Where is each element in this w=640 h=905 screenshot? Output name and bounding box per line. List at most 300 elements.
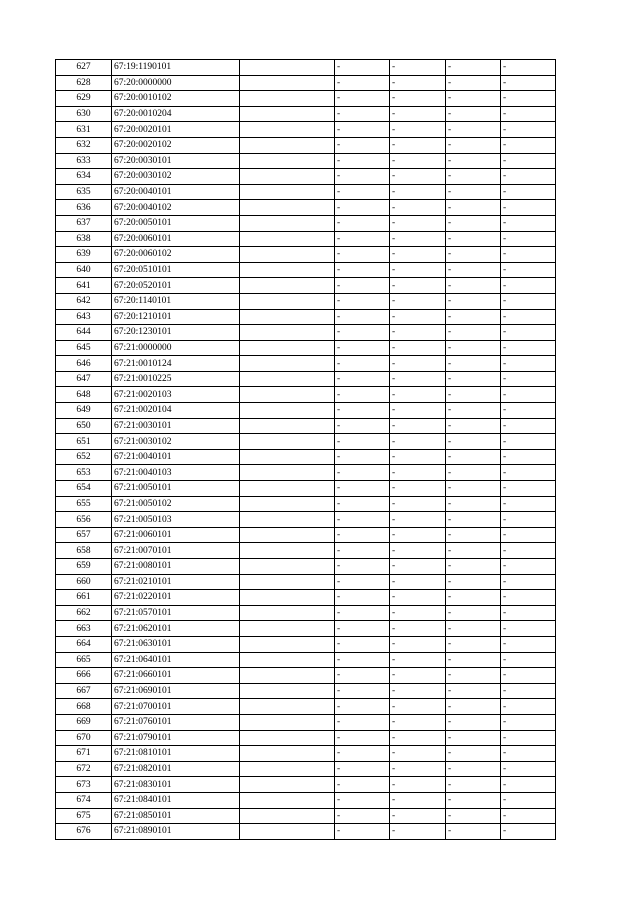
cadastral-code: 67:21:0830101 <box>112 777 240 793</box>
value-cell-2: - <box>390 356 446 372</box>
value-cell-3: - <box>446 200 501 216</box>
table-row <box>56 714 556 730</box>
value-cell-2: - <box>390 340 446 356</box>
value-cell-4: - <box>501 75 556 91</box>
value-cell-4: - <box>501 200 556 216</box>
value-cell-4: - <box>501 371 556 387</box>
value-cell-3: - <box>446 247 501 263</box>
cadastral-code: 67:21:0220101 <box>112 590 240 606</box>
table-row <box>56 465 556 481</box>
value-cell-4: - <box>501 91 556 107</box>
value-cell-4: - <box>501 714 556 730</box>
name-cell <box>240 169 335 185</box>
row-number: 658 <box>56 543 112 559</box>
value-cell-2: - <box>390 512 446 528</box>
value-cell-2: - <box>390 231 446 247</box>
value-cell-4: - <box>501 169 556 185</box>
name-cell <box>240 75 335 91</box>
value-cell-3: - <box>446 730 501 746</box>
row-number: 628 <box>56 75 112 91</box>
value-cell-4: - <box>501 247 556 263</box>
table-row <box>56 91 556 107</box>
value-cell-2: - <box>390 325 446 341</box>
name-cell <box>240 824 335 840</box>
value-cell-4: - <box>501 418 556 434</box>
name-cell <box>240 91 335 107</box>
value-cell-2: - <box>390 371 446 387</box>
cadastral-code: 67:21:0850101 <box>112 808 240 824</box>
cadastral-code: 67:21:0630101 <box>112 636 240 652</box>
table-body <box>56 60 556 840</box>
value-cell-1: - <box>335 231 390 247</box>
row-number: 668 <box>56 699 112 715</box>
value-cell-1: - <box>335 668 390 684</box>
value-cell-4: - <box>501 652 556 668</box>
row-number: 644 <box>56 325 112 341</box>
value-cell-2: - <box>390 449 446 465</box>
value-cell-1: - <box>335 153 390 169</box>
row-number: 654 <box>56 481 112 497</box>
value-cell-1: - <box>335 824 390 840</box>
cadastral-code: 67:21:0000000 <box>112 340 240 356</box>
value-cell-1: - <box>335 403 390 419</box>
row-number: 634 <box>56 169 112 185</box>
cadastral-code: 67:20:0020102 <box>112 137 240 153</box>
name-cell <box>240 231 335 247</box>
cadastral-code: 67:21:0080101 <box>112 559 240 575</box>
table-row <box>56 106 556 122</box>
table-row <box>56 481 556 497</box>
value-cell-1: - <box>335 247 390 263</box>
row-number: 655 <box>56 496 112 512</box>
name-cell <box>240 215 335 231</box>
cadastral-code: 67:19:1190101 <box>112 60 240 76</box>
value-cell-2: - <box>390 559 446 575</box>
value-cell-1: - <box>335 356 390 372</box>
value-cell-3: - <box>446 278 501 294</box>
value-cell-4: - <box>501 777 556 793</box>
value-cell-2: - <box>390 278 446 294</box>
name-cell <box>240 137 335 153</box>
row-number: 637 <box>56 215 112 231</box>
value-cell-2: - <box>390 184 446 200</box>
table-row <box>56 262 556 278</box>
value-cell-2: - <box>390 792 446 808</box>
row-number: 651 <box>56 434 112 450</box>
row-number: 656 <box>56 512 112 528</box>
value-cell-3: - <box>446 590 501 606</box>
cadastral-code: 67:21:0820101 <box>112 761 240 777</box>
value-cell-3: - <box>446 231 501 247</box>
cadastral-code: 67:20:0510101 <box>112 262 240 278</box>
row-number: 660 <box>56 574 112 590</box>
value-cell-4: - <box>501 512 556 528</box>
row-number: 666 <box>56 668 112 684</box>
value-cell-4: - <box>501 231 556 247</box>
value-cell-1: - <box>335 371 390 387</box>
table-row <box>56 418 556 434</box>
name-cell <box>240 184 335 200</box>
table-row <box>56 559 556 575</box>
value-cell-4: - <box>501 356 556 372</box>
table-row <box>56 668 556 684</box>
cadastral-code: 67:20:0040101 <box>112 184 240 200</box>
value-cell-4: - <box>501 262 556 278</box>
value-cell-4: - <box>501 60 556 76</box>
name-cell <box>240 278 335 294</box>
row-number: 631 <box>56 122 112 138</box>
table-row <box>56 371 556 387</box>
value-cell-4: - <box>501 153 556 169</box>
value-cell-1: - <box>335 496 390 512</box>
table-row <box>56 325 556 341</box>
value-cell-3: - <box>446 184 501 200</box>
value-cell-3: - <box>446 465 501 481</box>
value-cell-2: - <box>390 605 446 621</box>
value-cell-3: - <box>446 137 501 153</box>
row-number: 640 <box>56 262 112 278</box>
name-cell <box>240 122 335 138</box>
value-cell-3: - <box>446 683 501 699</box>
name-cell <box>240 403 335 419</box>
value-cell-1: - <box>335 75 390 91</box>
table-row <box>56 75 556 91</box>
cadastral-code: 67:21:0020104 <box>112 403 240 419</box>
cadastral-code: 67:20:0060102 <box>112 247 240 263</box>
value-cell-4: - <box>501 106 556 122</box>
name-cell <box>240 325 335 341</box>
value-cell-1: - <box>335 683 390 699</box>
cadastral-code: 67:21:0050103 <box>112 512 240 528</box>
table-row <box>56 512 556 528</box>
value-cell-3: - <box>446 434 501 450</box>
value-cell-2: - <box>390 137 446 153</box>
value-cell-2: - <box>390 75 446 91</box>
value-cell-4: - <box>501 621 556 637</box>
row-number: 642 <box>56 293 112 309</box>
value-cell-1: - <box>335 387 390 403</box>
name-cell <box>240 340 335 356</box>
table-row <box>56 184 556 200</box>
value-cell-1: - <box>335 808 390 824</box>
value-cell-3: - <box>446 387 501 403</box>
name-cell <box>240 371 335 387</box>
cadastral-code: 67:21:0690101 <box>112 683 240 699</box>
value-cell-3: - <box>446 371 501 387</box>
value-cell-2: - <box>390 200 446 216</box>
name-cell <box>240 496 335 512</box>
value-cell-3: - <box>446 699 501 715</box>
name-cell <box>240 387 335 403</box>
cadastral-code: 67:20:0030102 <box>112 169 240 185</box>
row-number: 665 <box>56 652 112 668</box>
value-cell-3: - <box>446 636 501 652</box>
value-cell-2: - <box>390 481 446 497</box>
value-cell-4: - <box>501 761 556 777</box>
name-cell <box>240 512 335 528</box>
value-cell-2: - <box>390 293 446 309</box>
cadastral-code: 67:21:0040103 <box>112 465 240 481</box>
cadastral-code: 67:21:0010225 <box>112 371 240 387</box>
value-cell-1: - <box>335 512 390 528</box>
value-cell-3: - <box>446 60 501 76</box>
row-number: 659 <box>56 559 112 575</box>
table-row <box>56 746 556 762</box>
value-cell-2: - <box>390 543 446 559</box>
value-cell-4: - <box>501 387 556 403</box>
cadastral-code: 67:21:0700101 <box>112 699 240 715</box>
table-row <box>56 247 556 263</box>
value-cell-3: - <box>446 777 501 793</box>
value-cell-1: - <box>335 730 390 746</box>
value-cell-3: - <box>446 652 501 668</box>
value-cell-2: - <box>390 403 446 419</box>
value-cell-2: - <box>390 808 446 824</box>
value-cell-2: - <box>390 714 446 730</box>
value-cell-2: - <box>390 215 446 231</box>
cadastral-code: 67:20:0010102 <box>112 91 240 107</box>
value-cell-1: - <box>335 434 390 450</box>
table-row <box>56 527 556 543</box>
value-cell-3: - <box>446 543 501 559</box>
value-cell-3: - <box>446 481 501 497</box>
row-number: 638 <box>56 231 112 247</box>
value-cell-3: - <box>446 605 501 621</box>
name-cell <box>240 543 335 559</box>
name-cell <box>240 699 335 715</box>
value-cell-2: - <box>390 683 446 699</box>
name-cell <box>240 356 335 372</box>
value-cell-2: - <box>390 153 446 169</box>
cadastral-code: 67:20:0020101 <box>112 122 240 138</box>
value-cell-2: - <box>390 699 446 715</box>
name-cell <box>240 527 335 543</box>
value-cell-1: - <box>335 137 390 153</box>
value-cell-3: - <box>446 403 501 419</box>
value-cell-3: - <box>446 668 501 684</box>
value-cell-2: - <box>390 60 446 76</box>
name-cell <box>240 574 335 590</box>
row-number: 663 <box>56 621 112 637</box>
table-row <box>56 434 556 450</box>
value-cell-1: - <box>335 590 390 606</box>
cadastral-code: 67:21:0620101 <box>112 621 240 637</box>
table-row <box>56 387 556 403</box>
value-cell-1: - <box>335 122 390 138</box>
value-cell-4: - <box>501 543 556 559</box>
value-cell-1: - <box>335 559 390 575</box>
cadastral-code: 67:21:0840101 <box>112 792 240 808</box>
value-cell-1: - <box>335 777 390 793</box>
name-cell <box>240 636 335 652</box>
value-cell-1: - <box>335 262 390 278</box>
cadastral-code: 67:21:0030101 <box>112 418 240 434</box>
name-cell <box>240 559 335 575</box>
value-cell-4: - <box>501 824 556 840</box>
cadastral-code: 67:21:0020103 <box>112 387 240 403</box>
value-cell-1: - <box>335 278 390 294</box>
table-row <box>56 153 556 169</box>
value-cell-4: - <box>501 340 556 356</box>
name-cell <box>240 605 335 621</box>
value-cell-3: - <box>446 574 501 590</box>
table-row <box>56 808 556 824</box>
cadastral-code: 67:21:0050101 <box>112 481 240 497</box>
row-number: 633 <box>56 153 112 169</box>
value-cell-4: - <box>501 403 556 419</box>
value-cell-1: - <box>335 60 390 76</box>
value-cell-3: - <box>446 496 501 512</box>
value-cell-2: - <box>390 91 446 107</box>
value-cell-2: - <box>390 465 446 481</box>
row-number: 650 <box>56 418 112 434</box>
value-cell-1: - <box>335 792 390 808</box>
row-number: 676 <box>56 824 112 840</box>
table-row <box>56 699 556 715</box>
value-cell-2: - <box>390 309 446 325</box>
row-number: 653 <box>56 465 112 481</box>
row-number: 671 <box>56 746 112 762</box>
name-cell <box>240 106 335 122</box>
table-row <box>56 605 556 621</box>
row-number: 669 <box>56 714 112 730</box>
value-cell-4: - <box>501 137 556 153</box>
value-cell-3: - <box>446 215 501 231</box>
table-row <box>56 496 556 512</box>
value-cell-4: - <box>501 215 556 231</box>
value-cell-2: - <box>390 418 446 434</box>
cadastral-code: 67:21:0030102 <box>112 434 240 450</box>
value-cell-2: - <box>390 590 446 606</box>
name-cell <box>240 714 335 730</box>
cadastral-code: 67:20:0050101 <box>112 215 240 231</box>
cadastral-code: 67:21:0050102 <box>112 496 240 512</box>
row-number: 629 <box>56 91 112 107</box>
value-cell-3: - <box>446 91 501 107</box>
cadastral-code: 67:21:0790101 <box>112 730 240 746</box>
name-cell <box>240 621 335 637</box>
value-cell-2: - <box>390 746 446 762</box>
row-number: 673 <box>56 777 112 793</box>
value-cell-1: - <box>335 605 390 621</box>
value-cell-1: - <box>335 200 390 216</box>
row-number: 636 <box>56 200 112 216</box>
name-cell <box>240 200 335 216</box>
value-cell-1: - <box>335 652 390 668</box>
row-number: 662 <box>56 605 112 621</box>
row-number: 657 <box>56 527 112 543</box>
name-cell <box>240 449 335 465</box>
value-cell-2: - <box>390 824 446 840</box>
table-row <box>56 122 556 138</box>
value-cell-2: - <box>390 730 446 746</box>
name-cell <box>240 761 335 777</box>
value-cell-2: - <box>390 621 446 637</box>
table-row <box>56 590 556 606</box>
value-cell-3: - <box>446 153 501 169</box>
cadastral-code: 67:20:0000000 <box>112 75 240 91</box>
table-row <box>56 621 556 637</box>
value-cell-2: - <box>390 262 446 278</box>
value-cell-1: - <box>335 714 390 730</box>
value-cell-4: - <box>501 559 556 575</box>
row-number: 635 <box>56 184 112 200</box>
value-cell-1: - <box>335 746 390 762</box>
value-cell-2: - <box>390 122 446 138</box>
value-cell-2: - <box>390 777 446 793</box>
table-row <box>56 824 556 840</box>
cadastral-code: 67:21:0570101 <box>112 605 240 621</box>
name-cell <box>240 465 335 481</box>
row-number: 670 <box>56 730 112 746</box>
table-row <box>56 449 556 465</box>
value-cell-4: - <box>501 527 556 543</box>
value-cell-3: - <box>446 106 501 122</box>
row-number: 643 <box>56 309 112 325</box>
value-cell-1: - <box>335 215 390 231</box>
value-cell-3: - <box>446 356 501 372</box>
value-cell-1: - <box>335 449 390 465</box>
value-cell-3: - <box>446 527 501 543</box>
row-number: 672 <box>56 761 112 777</box>
name-cell <box>240 293 335 309</box>
table-row <box>56 730 556 746</box>
value-cell-4: - <box>501 309 556 325</box>
value-cell-1: - <box>335 325 390 341</box>
value-cell-3: - <box>446 808 501 824</box>
value-cell-1: - <box>335 527 390 543</box>
name-cell <box>240 808 335 824</box>
value-cell-3: - <box>446 621 501 637</box>
name-cell <box>240 730 335 746</box>
value-cell-3: - <box>446 449 501 465</box>
row-number: 649 <box>56 403 112 419</box>
name-cell <box>240 590 335 606</box>
value-cell-4: - <box>501 122 556 138</box>
value-cell-3: - <box>446 746 501 762</box>
table-row <box>56 60 556 76</box>
value-cell-2: - <box>390 496 446 512</box>
value-cell-1: - <box>335 91 390 107</box>
value-cell-2: - <box>390 574 446 590</box>
data-table <box>55 59 556 840</box>
cadastral-code: 67:20:0520101 <box>112 278 240 294</box>
cadastral-code: 67:21:0040101 <box>112 449 240 465</box>
name-cell <box>240 668 335 684</box>
table-row <box>56 137 556 153</box>
value-cell-3: - <box>446 325 501 341</box>
value-cell-4: - <box>501 293 556 309</box>
value-cell-4: - <box>501 496 556 512</box>
value-cell-1: - <box>335 574 390 590</box>
value-cell-3: - <box>446 792 501 808</box>
row-number: 627 <box>56 60 112 76</box>
table-row <box>56 200 556 216</box>
cadastral-code: 67:20:0030101 <box>112 153 240 169</box>
value-cell-3: - <box>446 309 501 325</box>
name-cell <box>240 481 335 497</box>
value-cell-3: - <box>446 559 501 575</box>
value-cell-1: - <box>335 636 390 652</box>
cadastral-code: 67:20:0040102 <box>112 200 240 216</box>
name-cell <box>240 792 335 808</box>
value-cell-2: - <box>390 106 446 122</box>
value-cell-1: - <box>335 169 390 185</box>
table-row <box>56 777 556 793</box>
value-cell-3: - <box>446 340 501 356</box>
cadastral-code: 67:21:0060101 <box>112 527 240 543</box>
table-row <box>56 309 556 325</box>
